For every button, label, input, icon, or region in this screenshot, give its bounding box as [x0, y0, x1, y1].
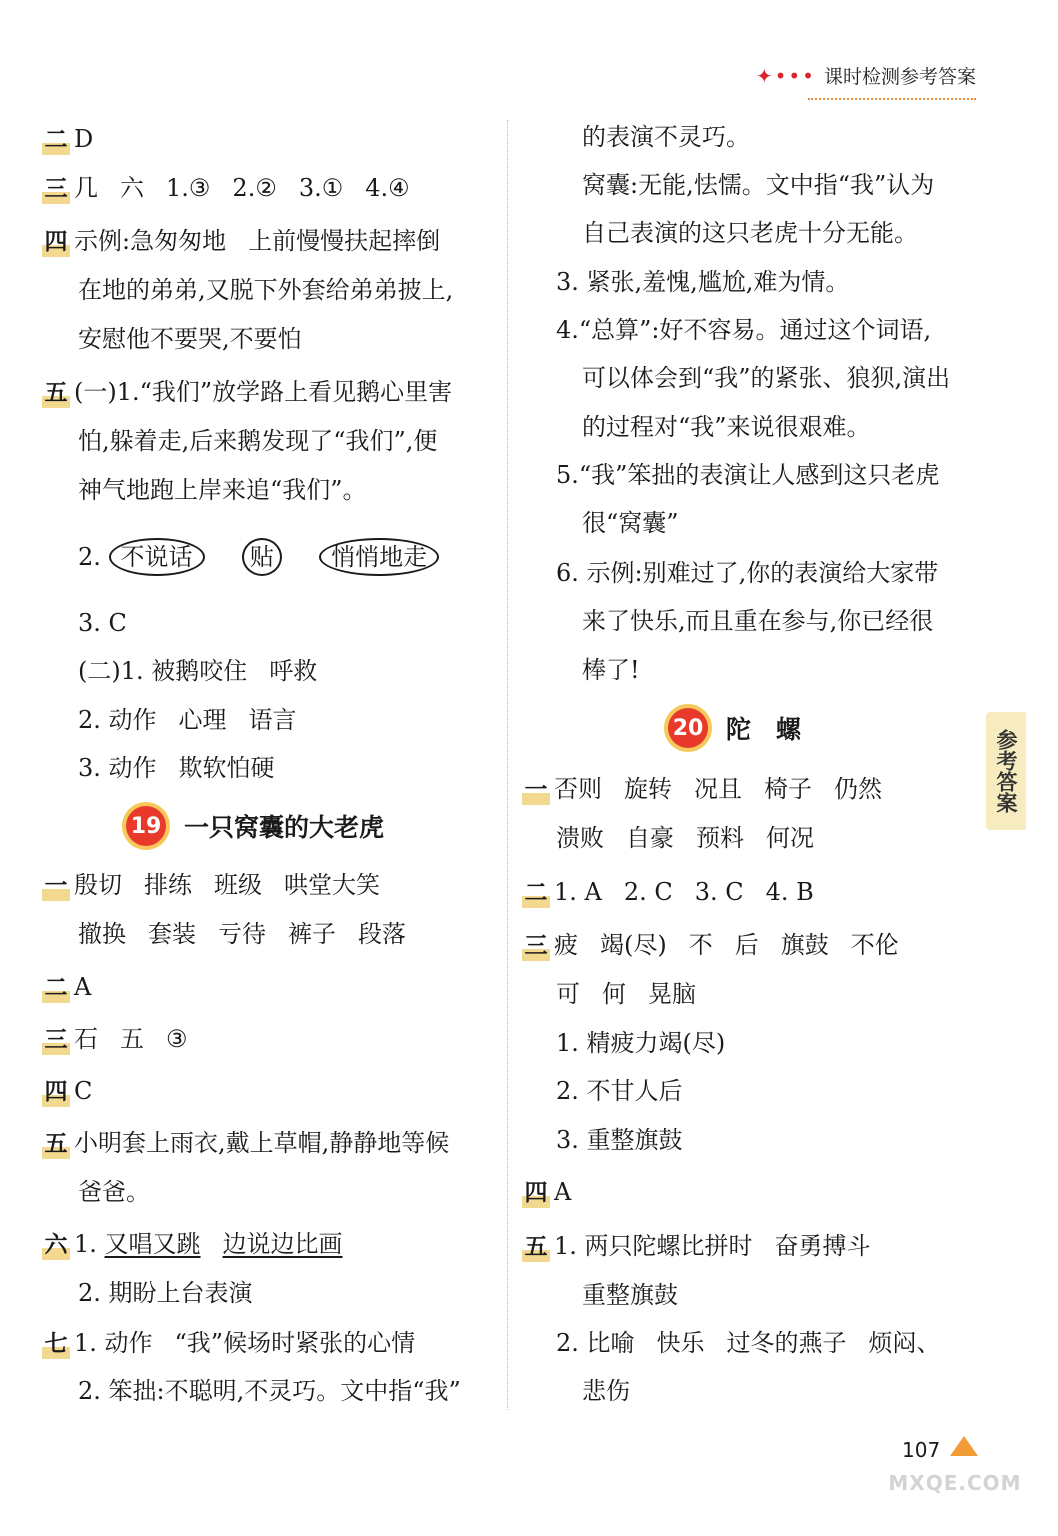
answer-san-2: 三 石 五 ③: [42, 1024, 188, 1055]
answer-yi-2: 一 殷切 排练 班级 哄堂大笑: [42, 870, 380, 901]
answer-si-3: 四 A: [522, 1177, 571, 1208]
text-line: 2. 动作 心理 语言: [78, 706, 297, 734]
text-line: 安慰他不要哭,不要怕: [78, 325, 302, 353]
text-line: 自己表演的这只老虎十分无能。: [582, 219, 918, 247]
side-tab: 参考答案: [986, 712, 1026, 830]
watermark: MXQE.COM: [888, 1471, 1022, 1495]
text-line: 4.“总算”:好不容易。通过这个词语,: [556, 316, 932, 344]
text-line: 悲伤: [582, 1377, 630, 1405]
sparkle-icon: ✦•••: [755, 63, 816, 88]
lesson-title: 一只窝囊的大老虎: [184, 813, 385, 842]
column-divider: [507, 120, 508, 1410]
text-line: (二)1. 被鹅咬住 呼救: [78, 657, 318, 685]
text-line: 来了快乐,而且重在参与,你已经很: [582, 607, 934, 635]
text-line: 溃败 自豪 预料 何况: [556, 824, 814, 852]
answer-si-1: 四 示例:急匆匆地 上前慢慢扶起摔倒: [42, 226, 440, 257]
answer-liu-2: 六 1. 又唱又跳 边说边比画: [42, 1229, 343, 1260]
answer-wu-1: 五 (一)1.“我们”放学路上看见鹅心里害: [42, 377, 452, 408]
text-line: 3. 紧张,羞愧,尴尬,难为情。: [556, 268, 850, 296]
answer-qi-2: 七 1. 动作 “我”候场时紧张的心情: [42, 1328, 415, 1359]
text-line: 的过程对“我”来说很艰难。: [582, 413, 871, 441]
answer-san-3: 三 疲 竭(尽) 不 后 旗鼓 不伦: [522, 930, 899, 961]
text-line: 3. C: [78, 609, 127, 637]
circled-word: 贴: [242, 538, 282, 576]
answer-si-2: 四 C: [42, 1076, 92, 1107]
answer-er-3: 二 1. A 2. C 3. C 4. B: [522, 877, 814, 908]
lesson-number-badge: 19: [126, 806, 166, 846]
header-title: 课时检测参考答案: [823, 66, 976, 88]
text-line: 3. 动作 欺软怕硬: [78, 754, 275, 782]
text-line: 1. 精疲力竭(尽): [556, 1029, 726, 1057]
text-line: 5.“我”笨拙的表演让人感到这只老虎: [556, 461, 940, 489]
text-line: 爸爸。: [78, 1178, 150, 1206]
lesson-19-heading: [126, 806, 384, 846]
text-line: 2. 期盼上台表演: [78, 1279, 253, 1307]
text-line: 窝囊:无能,怯懦。文中指“我”认为: [582, 171, 935, 199]
circled-word: 不说话: [109, 538, 205, 576]
text-line: 2. 不甘人后: [556, 1077, 683, 1105]
text-line: 很“窝囊”: [582, 509, 679, 537]
lesson-20-heading: [668, 708, 801, 748]
text-line: 2. 比喻 快乐 过冬的燕子 烦闷、: [556, 1329, 941, 1357]
circled-answers: 2. 不说话 贴 悄悄地走: [78, 538, 439, 576]
lesson-title: 陀 螺: [726, 715, 802, 744]
answer-yi-3: 一 否则 旋转 况且 椅子 仍然: [522, 774, 882, 805]
text-line: 可 何 晃脑: [556, 980, 696, 1008]
text-line: 棒了!: [582, 656, 640, 684]
header-underline: [808, 98, 976, 100]
text-line: 的表演不灵巧。: [582, 123, 750, 151]
lesson-number-badge: 20: [668, 708, 708, 748]
text-line: 怕,躲着走,后来鹅发现了“我们”,便: [78, 427, 438, 455]
answer-san-1: 三 几 六 1.③ 2.② 3.① 4.④: [42, 173, 410, 204]
text-line: 重整旗鼓: [582, 1281, 678, 1309]
text-line: 6. 示例:别难过了,你的表演给大家带: [556, 559, 939, 587]
text-line: 可以体会到“我”的紧张、狼狈,演出: [582, 364, 951, 392]
page-header: [756, 62, 976, 89]
answer-er-1: 二 D: [42, 124, 93, 155]
circled-word: 悄悄地走: [319, 538, 439, 576]
answer-er-2: 二 A: [42, 972, 91, 1003]
answer-wu-3: 五 1. 两只陀螺比拼时 奋勇搏斗: [522, 1231, 871, 1262]
answer-wu-2: 五 小明套上雨衣,戴上草帽,静静地等候: [42, 1128, 449, 1159]
text-line: 神气地跑上岸来追“我们”。: [78, 476, 367, 504]
page-number: 107: [902, 1438, 941, 1462]
text-line: 3. 重整旗鼓: [556, 1126, 683, 1154]
text-line: 在地的弟弟,又脱下外套给弟弟披上,: [78, 276, 454, 304]
text-line: 2. 笨拙:不聪明,不灵巧。文中指“我”: [78, 1377, 461, 1405]
text-line: 撤换 套装 亏待 裤子 段落: [78, 920, 406, 948]
